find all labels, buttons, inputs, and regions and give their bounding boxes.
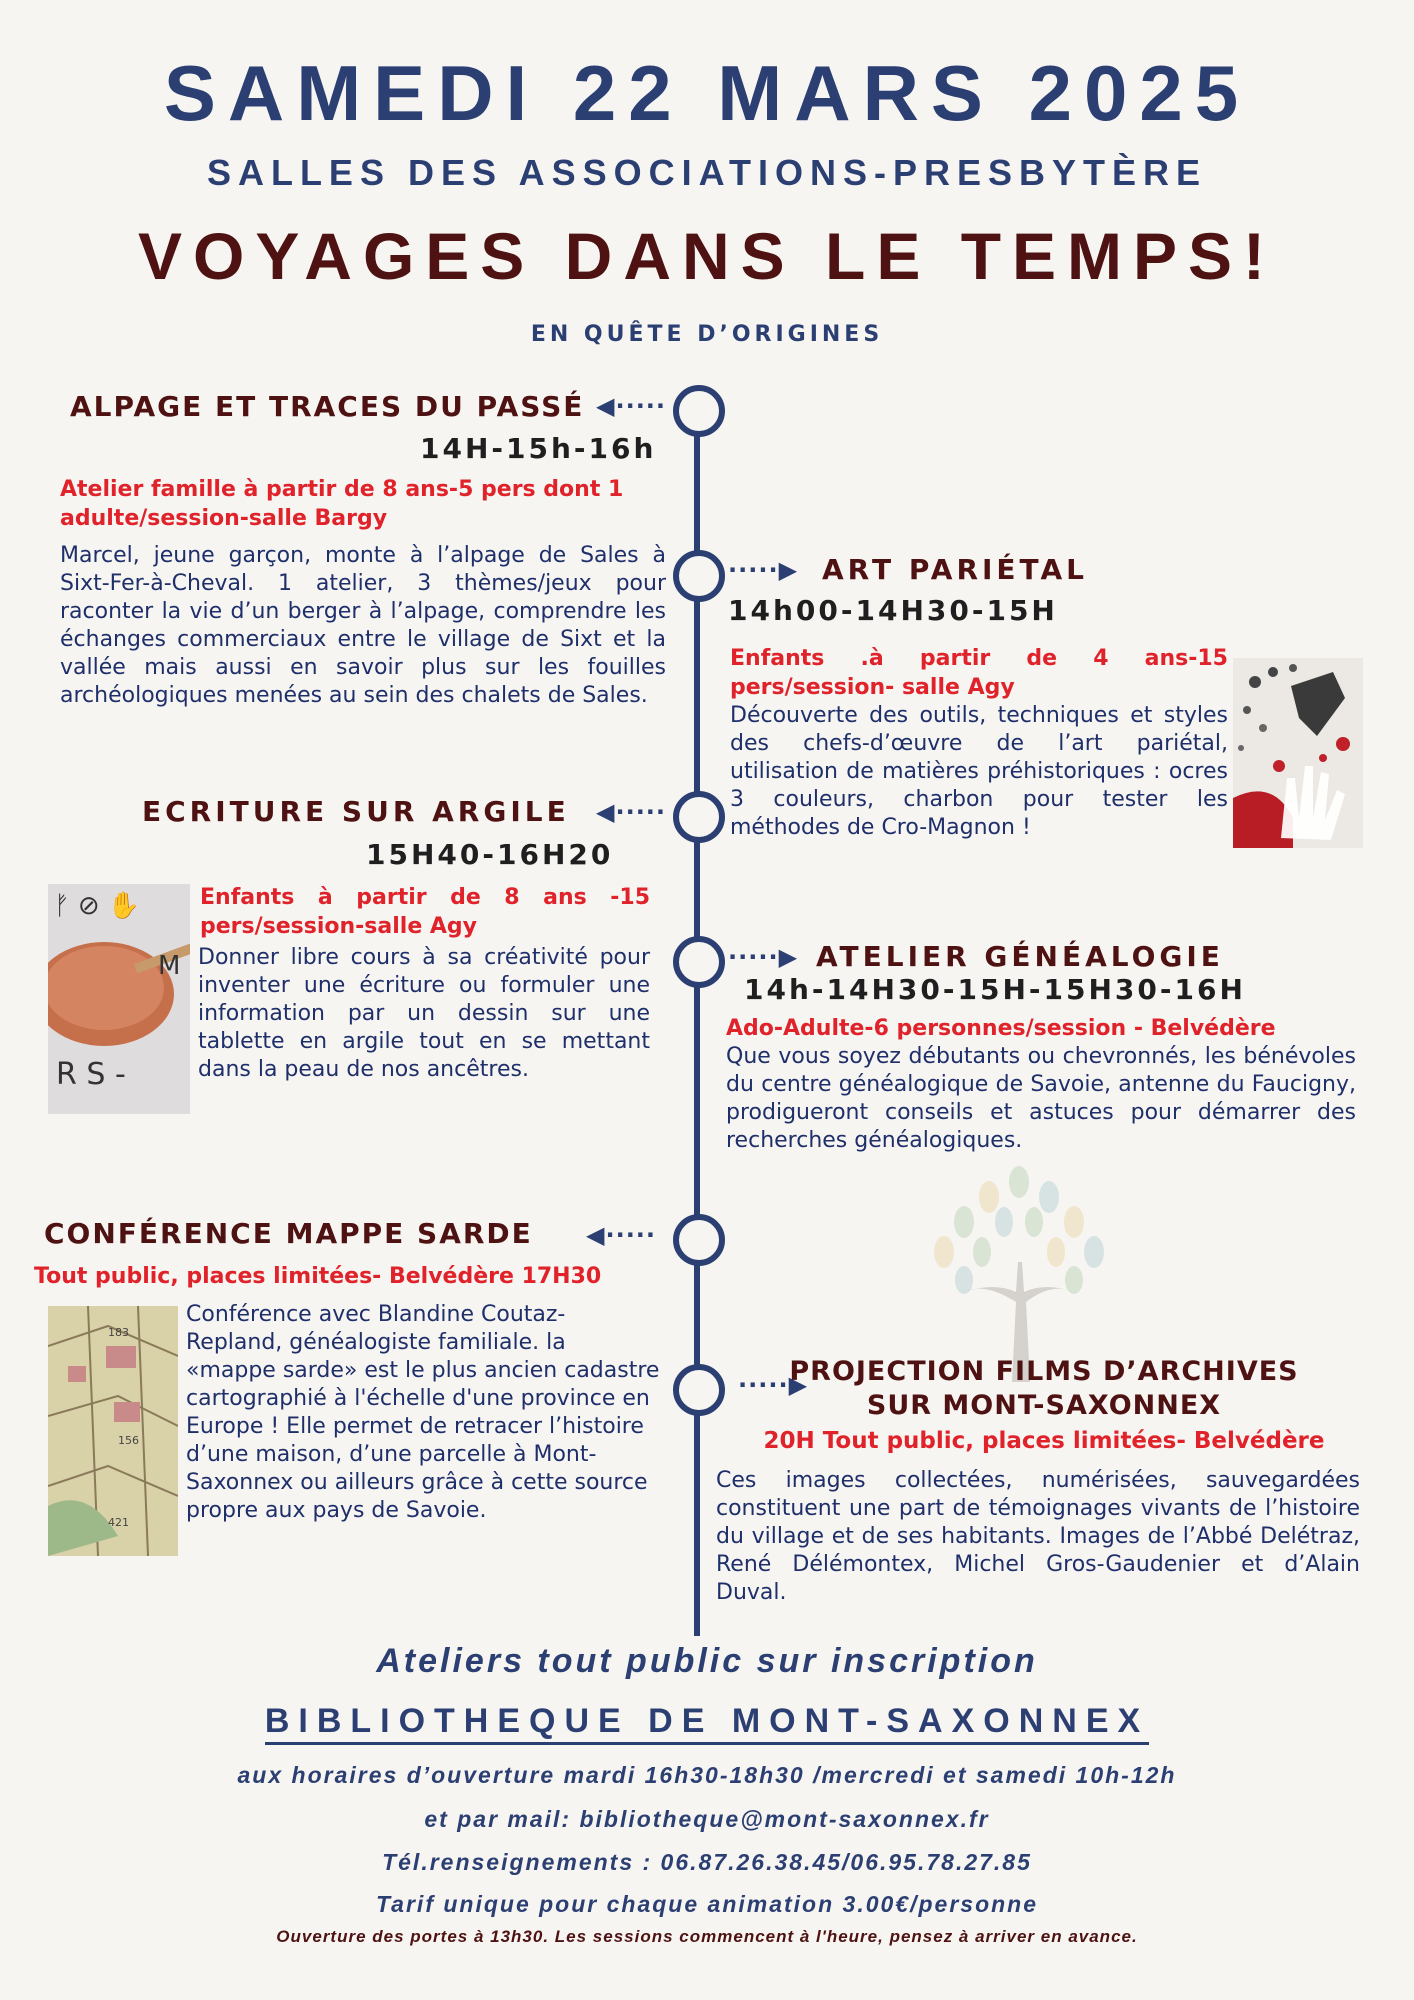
- footer-mail: et par mail: bibliotheque@mont-saxonnex.fr: [424, 1806, 990, 1832]
- event-audience-mappe-sarde: Tout public, places limitées- Belvédère 17H30: [34, 1264, 602, 1289]
- arrow-left-dotted-icon: ◀·····: [596, 392, 667, 420]
- svg-text:M: M: [158, 951, 181, 981]
- svg-text:ᚠ ⊘ ✋: ᚠ ⊘ ✋: [54, 891, 141, 921]
- timeline-node-icon: [673, 550, 725, 602]
- arrow-right-dotted-icon: ·····▶: [728, 943, 799, 971]
- event-audience-art-parietal: Enfants .à partir de 4 ans-15 pers/session- salle Agy: [730, 646, 1228, 700]
- event-venue: SALLES DES ASSOCIATIONS-PRESBYTÈRE: [206, 152, 1208, 193]
- cadastre-map-image: [48, 1306, 178, 1556]
- poster-title: VOYAGES DANS LE TEMPS!: [137, 219, 1277, 293]
- event-description-mappe-sarde: Conférence avec Blandine Coutaz-Repland, généalogiste familiale. la «mappe sarde» est le plus ancien cadastre cartographié à l'échelle d'une province en Europe ! Elle permet de retracer l’histoire d’une maison, d’une parcelle à Mont-Saxonnex ou ailleurs grâce à cette source propre aux pays de Savoie.: [186, 1302, 660, 1523]
- event-audience-ecriture: Enfants à partir de 8 ans -15 pers/session-salle Agy: [200, 885, 650, 939]
- event-audience-alpage: Atelier famille à partir de 8 ans-5 pers dont 1 adulte/session-salle Bargy: [60, 477, 624, 531]
- arrow-left-dotted-icon: ◀·····: [596, 798, 667, 826]
- event-time-ecriture: 15H40-16H20: [366, 838, 614, 871]
- svg-text:156: 156: [118, 1434, 139, 1447]
- event-description-ecriture: Donner libre cours à sa créativité pour inventer une écriture ou formuler une information par un dessin sur une tablette en argile tout en se mettant dans la peau de nos ancêtres.: [198, 945, 650, 1082]
- event-title-art-parietal: ART PARIÉTAL: [822, 553, 1088, 586]
- event-title-alpage: ALPAGE ET TRACES DU PASSÉ: [70, 390, 585, 423]
- cave-art-hand-image: [1233, 658, 1363, 848]
- event-title-mappe-sarde: CONFÉRENCE MAPPE SARDE: [44, 1217, 533, 1250]
- footer-price: Tarif unique pour chaque animation 3.00€/personne: [375, 1891, 1039, 1917]
- svg-text:421: 421: [108, 1516, 129, 1529]
- footer-library-name: BIBLIOTHEQUE DE MONT-SAXONNEX: [265, 1702, 1149, 1745]
- footer-library: [0, 1702, 1414, 1741]
- event-title-projection-line2: SUR MONT-SAXONNEX: [866, 1390, 1222, 1421]
- poster-subtitle: EN QUÊTE D’ORIGINES: [530, 322, 884, 347]
- arrow-right-dotted-icon: ·····▶: [738, 1371, 809, 1399]
- clay-tablet-image: [48, 884, 190, 1114]
- event-audience-projection: 20H Tout public, places limitées- Belvédère: [763, 1428, 1325, 1454]
- timeline-node-icon: [673, 1214, 725, 1266]
- event-title-projection: PROJECTION FILMS D’ARCHIVES: [789, 1356, 1299, 1387]
- event-audience-genealogie: Ado-Adulte-6 personnes/session - Belvédère: [726, 1016, 1276, 1041]
- timeline-node-icon: [673, 791, 725, 843]
- event-description-alpage: Marcel, jeune garçon, monte à l’alpage de Sales à Sixt-Fer-à-Cheval. 1 atelier, 3 thèmes/jeux pour raconter la vie d’un berger à l’alpage, comprendre les échanges commerciaux entre le village de Sixt et la vallée mais aussi en savoir plus sur les fouilles archéologiques menées au sein des chalets de Sales.: [60, 543, 666, 708]
- arrow-left-dotted-icon: ◀·····: [586, 1221, 657, 1249]
- timeline-node-icon: [673, 385, 725, 437]
- footer-registration: Ateliers tout public sur inscription: [376, 1642, 1038, 1680]
- footer-hours: aux horaires d’ouverture mardi 16h30-18h30 /mercredi et samedi 10h-12h: [237, 1762, 1177, 1788]
- svg-text:R S -: R S -: [56, 1057, 126, 1092]
- event-date: SAMEDI 22 MARS 2025: [163, 49, 1251, 137]
- event-title-ecriture: ECRITURE SUR ARGILE: [142, 795, 570, 828]
- event-time-genealogie: 14h-14H30-15H-15H30-16H: [744, 973, 1246, 1006]
- footer-phone: Tél.renseignements : 06.87.26.38.45/06.95.78.27.85: [382, 1849, 1032, 1875]
- svg-text:183: 183: [108, 1326, 129, 1339]
- event-description-projection: Ces images collectées, numérisées, sauvegardées constituent une part de témoignages vivants de l’histoire du village et de ses habitants. Images de l’Abbé Delétraz, René Délémontex, Michel Gros-Gaudenier et d’Alain Duval.: [716, 1468, 1360, 1605]
- event-title-genealogie: ATELIER GÉNÉALOGIE: [816, 940, 1224, 973]
- event-description-art-parietal: Découverte des outils, techniques et styles des chefs-d’œuvre de l’art pariétal, utilisation de matières préhistoriques : ocres 3 couleurs, charbon pour tester les méthodes de Cro-Magnon !: [730, 703, 1228, 840]
- timeline-node-icon: [673, 936, 725, 988]
- footer-note: Ouverture des portes à 13h30. Les sessions commencent à l'heure, pensez à arriver en avance.: [276, 1927, 1138, 1946]
- arrow-right-dotted-icon: ·····▶: [728, 556, 799, 584]
- event-description-genealogie: Que vous soyez débutants ou chevronnés, les bénévoles du centre généalogique de Savoie, antenne du Faucigny, prodigueront conseils et astuces pour démarrer des recherches généalogiques.: [726, 1044, 1356, 1153]
- event-time-art-parietal: 14h00-14H30-15H: [728, 594, 1058, 627]
- event-time-alpage: 14H-15h-16h: [420, 432, 657, 465]
- tree-logo-icon: [904, 1152, 1134, 1382]
